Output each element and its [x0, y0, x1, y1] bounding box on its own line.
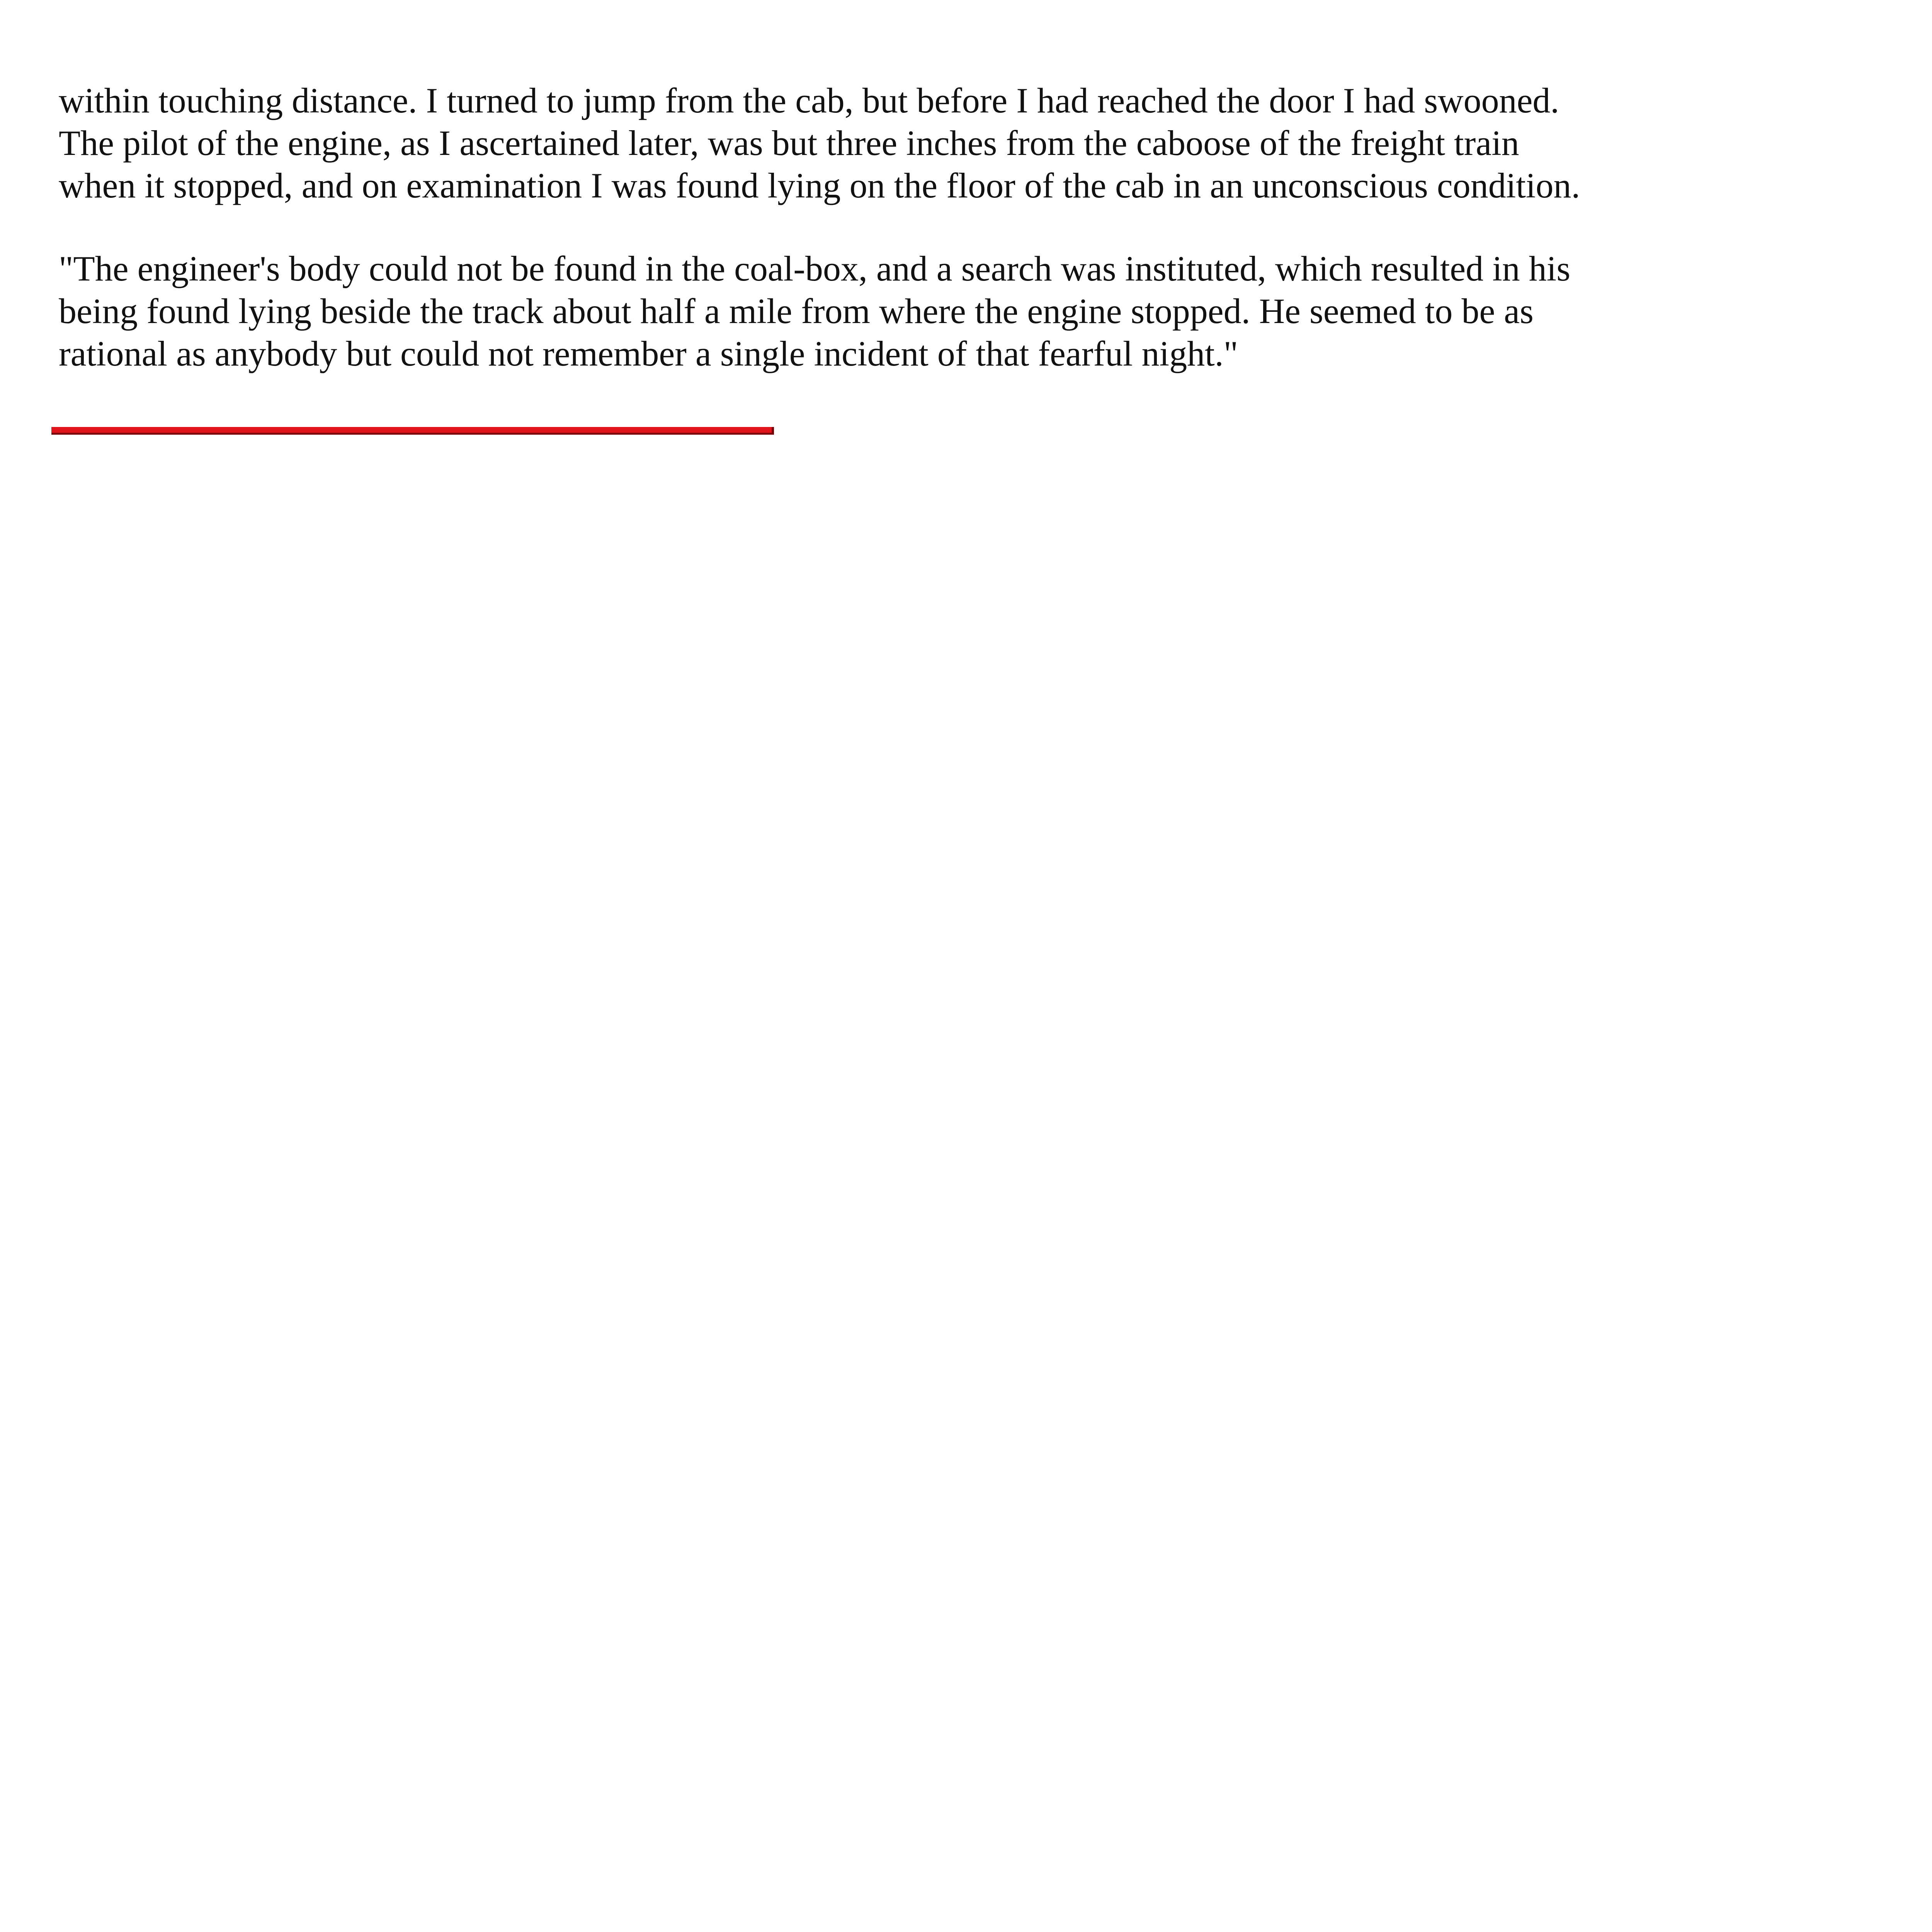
red-divider — [51, 427, 774, 435]
story-text — [59, 79, 1759, 375]
text-line: rational as anybody but could not remember a single incident of that fearful night." — [59, 334, 1238, 373]
paragraph-2 — [59, 247, 1759, 375]
text-line: being found lying beside the track about half a mile from where the engine stopped. He seemed to be as — [59, 291, 1534, 331]
paragraph-1 — [59, 79, 1759, 207]
text-line: when it stopped, and on examination I was found lying on the floor of the cab in an unconscious condition. — [59, 166, 1580, 205]
text-line: within touching distance. I turned to jump from the cab, but before I had reached the door I had swooned. — [59, 81, 1560, 120]
text-line: The pilot of the engine, as I ascertained later, was but three inches from the caboose of the freight train — [59, 123, 1519, 163]
text-line: "The engineer's body could not be found in the coal-box, and a search was instituted, which resulted in his — [59, 249, 1571, 288]
